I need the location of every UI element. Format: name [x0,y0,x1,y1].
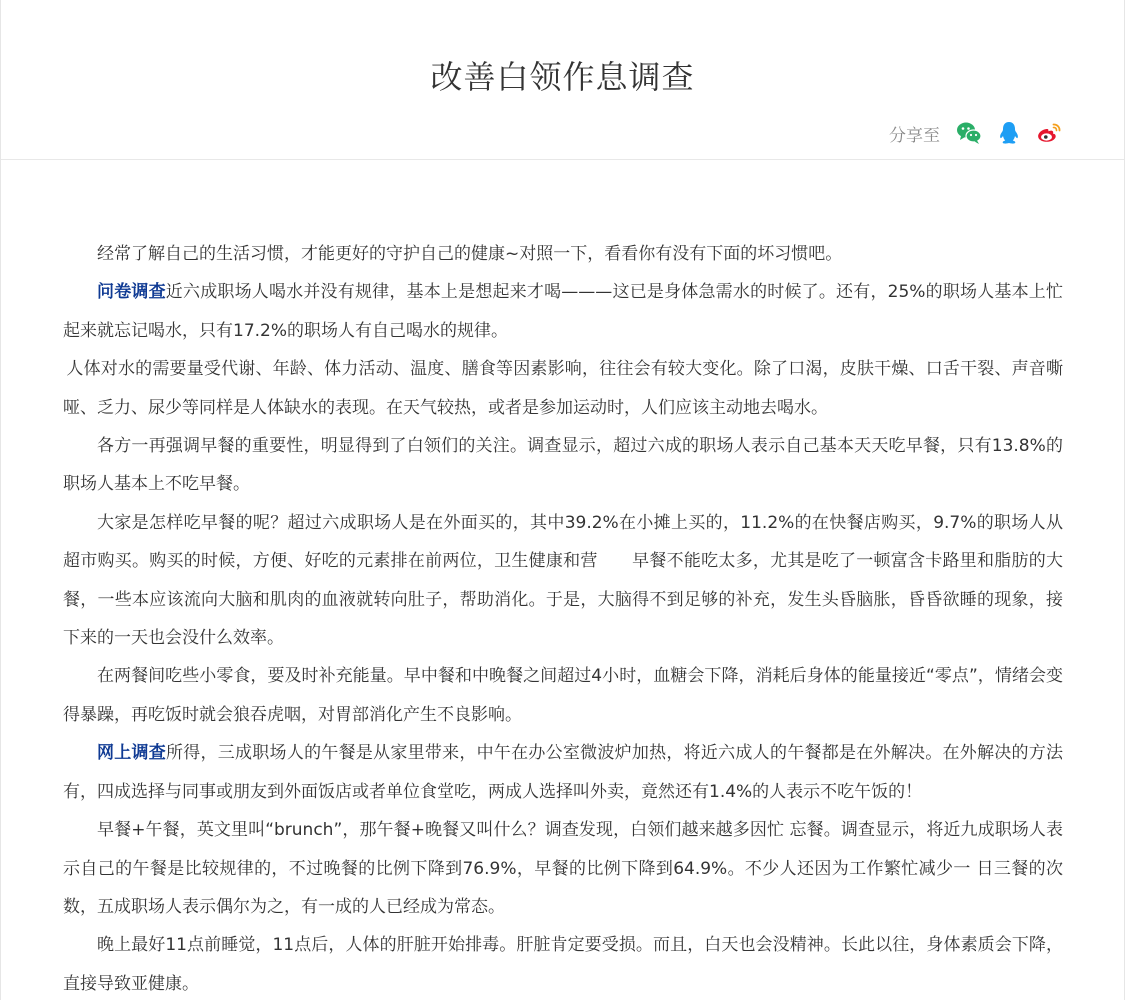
paragraph-breakfast-habits: 大家是怎样吃早餐的呢？超过六成职场人是在外面买的，其中39.2%在小摊上买的，11.2%的在快餐店购买，9.7%的职场人从超市购买。购买的时候，方便、好吃的元素排在前两位，卫生健康和营 早餐不能吃太多，尤其是吃了一顿富含卡路里和脂肪的大餐，一些本应该流向大脑和肌肉的血液就转向肚子，帮助消化。于是，大脑得不到足够的补充，发生头昏脑胀，昏昏欲睡的现象，接下来的一天也会没什么效率。 [63,512,1063,649]
qq-icon[interactable] [996,120,1022,146]
article-header [1,0,1124,160]
online-survey-highlight: 网上调查 [97,743,167,764]
paragraph-water-survey [63,273,1063,350]
paragraph-lunch-survey [63,734,1063,811]
survey-highlight: 问卷调查 [97,282,166,303]
paragraph-text: 所得，三成职场人的午餐是从家里带来，中午在办公室微波炉加热，将近六成人的午餐都是在外解决。在外解决的方法有，四成选择与同事或朋友到外面饭店或者单位食堂吃，两成人选择叫外卖，竟然还有1.4%的人表示不吃午饭的！ [63,743,1064,802]
share-bar [889,120,1062,146]
page-title: 改善白领作息调查 [430,58,695,96]
paragraph-sleep: 晚上最好11点前睡觉，11点后，人体的肝脏开始排毒。肝脏肯定要受损。而且，白天也会没精神。长此以往，身体素质会下降，直接导致亚健康。 [63,935,1063,994]
article-body [63,235,1063,1003]
paragraph-meal-regularity: 早餐+午餐，英文里叫“brunch”，那午餐+晚餐又叫什么？调查发现，白领们越来越多因忙 忘餐。调查显示，将近九成职场人表示自己的午餐是比较规律的，不过晚餐的比例下降到76.9%，早餐的比例下降到64.9%。不少人还因为工作繁忙减少一 日三餐的次数，五成职场人表示偶尔为之，有一成的人已经成为常态。 [63,820,1063,917]
weibo-icon[interactable] [1036,120,1062,146]
paragraph-breakfast-importance: 各方一再强调早餐的重要性，明显得到了白领们的关注。调查显示，超过六成的职场人表示自己基本天天吃早餐，只有13.8%的职场人基本上不吃早餐。 [63,436,1063,495]
share-label: 分享至 [889,125,940,146]
paragraph-intro: 经常了解自己的生活习惯，才能更好的守护自己的健康~对照一下，看看你有没有下面的坏习惯吧。 [97,244,843,264]
paragraph-snacks: 在两餐间吃些小零食，要及时补充能量。早中餐和中晚餐之间超过4小时，血糖会下降，消耗后身体的能量接近“零点”，情绪会变得暴躁，再吃饭时就会狼吞虎咽，对胃部消化产生不良影响。 [63,666,1063,725]
paragraph-text: 近六成职场人喝水并没有规律，基本上是想起来才喝———这已是身体急需水的时候了。还有，25%的职场人基本上忙起来就忘记喝水，只有17.2%的职场人有自己喝水的规律。 [63,282,1063,341]
paragraph-water-needs: 人体对水的需要量受代谢、年龄、体力活动、温度、膳食等因素影响，往往会有较大变化。除了口渴，皮肤干燥、口舌干裂、声音嘶哑、乏力、尿少等同样是人体缺水的表现。在天气较热，或者是参加运动时，人们应该主动地去喝水。 [63,359,1063,418]
wechat-icon[interactable] [956,120,982,146]
